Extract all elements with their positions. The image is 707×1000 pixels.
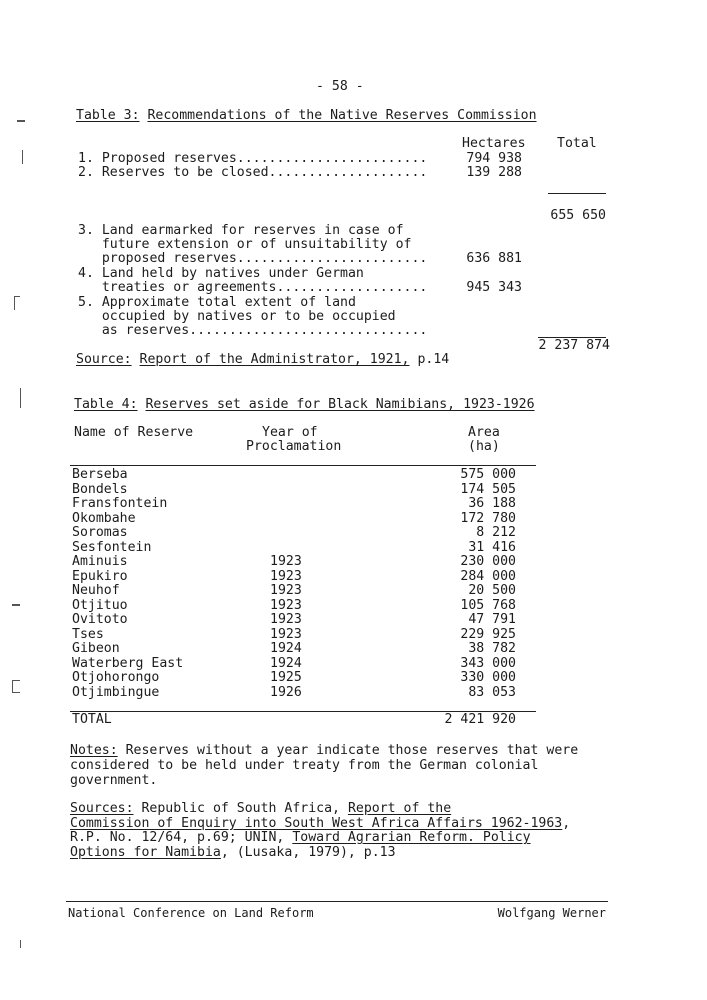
table3-total: 2 237 874 bbox=[538, 338, 610, 353]
table4-row-area: 575 000 bbox=[460, 467, 516, 482]
table4-title-prefix: Table 4: bbox=[74, 397, 138, 412]
table4-row-name: Waterberg East bbox=[72, 656, 184, 671]
table4-row-area: 343 000 bbox=[460, 656, 516, 671]
sources-text-4b: , (Lusaka, 1979), p.13 bbox=[220, 845, 396, 860]
table4-col-area-2: (ha) bbox=[468, 439, 500, 454]
table3-row-2-hectares: 139 288 bbox=[466, 165, 522, 180]
table3-source-text: Report of the Administrator, 1921, bbox=[139, 352, 410, 367]
sources-line-4 bbox=[70, 846, 607, 861]
table4-title bbox=[74, 398, 535, 413]
table4-row-name: Fransfontein bbox=[72, 496, 168, 511]
table4-total-value: 2 421 920 bbox=[444, 712, 516, 727]
table3-row-4-hectares: 945 343 bbox=[466, 280, 522, 295]
table4-row-name: Ovitoto bbox=[72, 612, 128, 627]
sources-text-3a: R.P. No. 12/64, p.69; UNIN, bbox=[70, 830, 285, 845]
footer-rule bbox=[66, 901, 608, 902]
table3-row-5-line-3: as reserves.............................. bbox=[78, 323, 428, 338]
table3-title bbox=[76, 109, 537, 124]
sources-text-2a: Commission of Enquiry into South West Africa Affairs 1962-1963 bbox=[70, 816, 563, 831]
table4-row-name: Sesfontein bbox=[72, 540, 152, 555]
table4-row-name: Okombahe bbox=[72, 511, 136, 526]
table4-row-year: 1923 bbox=[270, 583, 302, 598]
table3-col-hectares: Hectares bbox=[462, 136, 526, 151]
table3-row-3-line-2: future extension or of unsuitability of bbox=[78, 237, 412, 252]
table4-row-name: Neuhof bbox=[72, 583, 120, 598]
table4-row-year: 1923 bbox=[270, 554, 302, 569]
scan-artifact bbox=[12, 604, 20, 606]
scan-artifact bbox=[12, 680, 13, 692]
table4-row-year: 1923 bbox=[270, 598, 302, 613]
table3-title-prefix: Table 3: bbox=[76, 108, 140, 123]
table4-row-area: 38 782 bbox=[468, 641, 516, 656]
table3-source bbox=[76, 353, 449, 368]
table4-col-year-2: Proclamation bbox=[246, 439, 342, 454]
table4-col-year-1: Year of bbox=[262, 425, 318, 440]
table4-row-year: 1924 bbox=[270, 641, 302, 656]
notes-line-1 bbox=[70, 744, 607, 759]
notes-label: Notes: bbox=[70, 743, 118, 758]
table4-row-area: 83 053 bbox=[468, 685, 516, 700]
table4-row-area: 105 768 bbox=[460, 598, 516, 613]
table4-row-year: 1923 bbox=[270, 569, 302, 584]
scan-artifact bbox=[22, 150, 23, 164]
table4-row-name: Gibeon bbox=[72, 641, 120, 656]
table4-row-year: 1926 bbox=[270, 685, 302, 700]
table3-row-5-line-2: occupied by natives or to be occupied bbox=[78, 309, 396, 324]
sources-text-4a: Options for Namibia bbox=[70, 845, 221, 860]
table3-row-3-line-3: proposed reserves........................ bbox=[78, 251, 428, 266]
table4-col-area-1: Area bbox=[468, 425, 500, 440]
sources-text-2b: , bbox=[562, 816, 571, 831]
table3-row-1-hectares: 794 938 bbox=[466, 151, 522, 166]
table4-title-text: Reserves set aside for Black Namibians, 1923-1926 bbox=[145, 397, 535, 412]
sources-text-1b: Report of the bbox=[347, 801, 452, 816]
table4-row-area: 230 000 bbox=[460, 554, 516, 569]
page-number: - 58 - bbox=[316, 79, 364, 94]
notes-line-2: considered to be held under treaty from the German colonial bbox=[70, 758, 539, 773]
table4-row-area: 20 500 bbox=[468, 583, 516, 598]
table4-row-area: 31 416 bbox=[468, 540, 516, 555]
footer-left: National Conference on Land Reform bbox=[68, 906, 314, 920]
table4-row-name: Soromas bbox=[72, 525, 128, 540]
footer-right: Wolfgang Werner bbox=[497, 906, 606, 920]
table4-row-name: Otjohorongo bbox=[72, 670, 160, 685]
table4-row-name: Tses bbox=[72, 627, 104, 642]
table3-row-5-line-1: 5. Approximate total extent of land bbox=[78, 295, 356, 310]
table4-row-name: Aminuis bbox=[72, 554, 128, 569]
table4-row-year: 1924 bbox=[270, 656, 302, 671]
table4-col-name: Name of Reserve bbox=[74, 425, 194, 440]
table4-row-area: 36 188 bbox=[468, 496, 516, 511]
table4-row-year: 1925 bbox=[270, 670, 302, 685]
table4-row-name: Bondels bbox=[72, 482, 128, 497]
table3-subtotal: 655 650 bbox=[550, 208, 606, 223]
table3-row-3-line-1: 3. Land earmarked for reserves in case of bbox=[78, 223, 404, 238]
notes-text-1: Reserves without a year indicate those reserves that were bbox=[125, 743, 579, 758]
scan-artifact bbox=[20, 940, 21, 948]
sources-text-1a: Republic of South Africa, bbox=[141, 801, 340, 816]
sources-line-3 bbox=[70, 831, 607, 846]
table4-row-area: 174 505 bbox=[460, 482, 516, 497]
notes-line-3: government. bbox=[70, 773, 158, 788]
table4-row-area: 229 925 bbox=[460, 627, 516, 642]
scan-artifact bbox=[17, 120, 25, 122]
table4-row-year: 1923 bbox=[270, 612, 302, 627]
table4-row-area: 8 212 bbox=[476, 525, 516, 540]
table4-row-year: 1923 bbox=[270, 627, 302, 642]
scan-artifact bbox=[20, 388, 21, 408]
table3-row-2-label: 2. Reserves to be closed.................... bbox=[78, 165, 428, 180]
sources-line-1 bbox=[70, 802, 607, 817]
table3-row-4-line-1: 4. Land held by natives under German bbox=[78, 266, 364, 281]
sources-label: Sources: bbox=[70, 801, 134, 816]
table4-row-name: Epukiro bbox=[72, 569, 128, 584]
scan-artifact bbox=[14, 296, 15, 310]
sources-text-3b: Toward Agrarian Reform. Policy bbox=[292, 830, 531, 845]
table3-row-3-hectares: 636 881 bbox=[466, 251, 522, 266]
table4-row-name: Berseba bbox=[72, 467, 128, 482]
table4-total-label: TOTAL bbox=[72, 712, 112, 727]
table3-row-4-line-2: treaties or agreements................... bbox=[78, 280, 428, 295]
table4-row-area: 330 000 bbox=[460, 670, 516, 685]
table3-source-label: Source: bbox=[76, 352, 132, 367]
table4-header-rule bbox=[70, 465, 536, 466]
table3-row-1-label: 1. Proposed reserves........................ bbox=[78, 151, 428, 166]
table4-row-area: 284 000 bbox=[460, 569, 516, 584]
scan-artifact bbox=[12, 680, 20, 681]
table3-subtotal-rule bbox=[548, 193, 606, 194]
table4-row-area: 172 780 bbox=[460, 511, 516, 526]
scan-artifact bbox=[14, 296, 20, 297]
table4-row-name: Otjimbingue bbox=[72, 685, 160, 700]
table3-col-total: Total bbox=[557, 136, 597, 151]
table3-source-page: p.14 bbox=[417, 352, 450, 367]
table3-title-text: Recommendations of the Native Reserves Commission bbox=[147, 108, 537, 123]
table4-row-name: Otjituo bbox=[72, 598, 128, 613]
table4-row-area: 47 791 bbox=[468, 612, 516, 627]
scan-artifact bbox=[12, 692, 20, 693]
